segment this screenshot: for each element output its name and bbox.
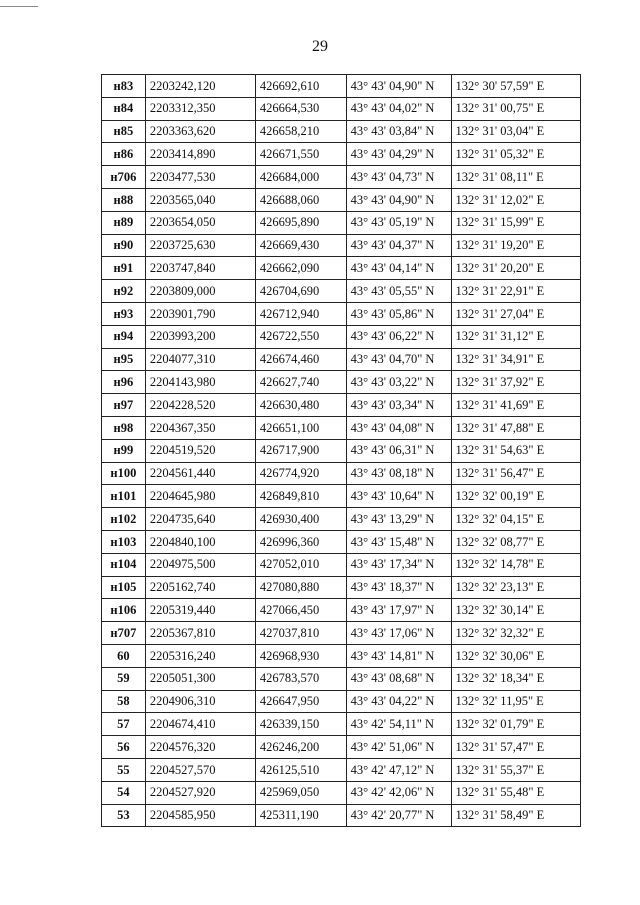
point-id-cell: н98 bbox=[102, 416, 146, 439]
y-coordinate-cell: 426704,690 bbox=[255, 280, 346, 303]
longitude-cell: 132° 32' 30,14" E bbox=[451, 599, 580, 622]
latitude-cell: 43° 43' 03,34" N bbox=[346, 394, 451, 417]
table-row bbox=[102, 599, 581, 622]
table-row bbox=[102, 758, 581, 781]
y-coordinate-cell: 426339,150 bbox=[255, 713, 346, 736]
y-coordinate-cell: 426658,210 bbox=[255, 120, 346, 143]
x-coordinate-cell: 2204645,980 bbox=[145, 485, 255, 508]
longitude-cell: 132° 31' 27,04" E bbox=[451, 302, 580, 325]
table-row bbox=[102, 439, 581, 462]
table-row bbox=[102, 416, 581, 439]
x-coordinate-cell: 2204519,520 bbox=[145, 439, 255, 462]
latitude-cell: 43° 43' 17,97" N bbox=[346, 599, 451, 622]
latitude-cell: 43° 43' 04,02" N bbox=[346, 97, 451, 120]
latitude-cell: 43° 43' 05,55" N bbox=[346, 280, 451, 303]
longitude-cell: 132° 31' 12,02" E bbox=[451, 188, 580, 211]
table-row bbox=[102, 120, 581, 143]
latitude-cell: 43° 42' 54,11" N bbox=[346, 713, 451, 736]
x-coordinate-cell: 2204975,500 bbox=[145, 553, 255, 576]
table-row bbox=[102, 667, 581, 690]
longitude-cell: 132° 32' 11,95" E bbox=[451, 690, 580, 713]
y-coordinate-cell: 426671,550 bbox=[255, 143, 346, 166]
table-row bbox=[102, 371, 581, 394]
longitude-cell: 132° 31' 19,20" E bbox=[451, 234, 580, 257]
longitude-cell: 132° 32' 01,79" E bbox=[451, 713, 580, 736]
x-coordinate-cell: 2203312,350 bbox=[145, 97, 255, 120]
longitude-cell: 132° 31' 47,88" E bbox=[451, 416, 580, 439]
x-coordinate-cell: 2205319,440 bbox=[145, 599, 255, 622]
x-coordinate-cell: 2204228,520 bbox=[145, 394, 255, 417]
table-row bbox=[102, 508, 581, 531]
longitude-cell: 132° 31' 58,49" E bbox=[451, 804, 580, 827]
y-coordinate-cell: 426774,920 bbox=[255, 462, 346, 485]
y-coordinate-cell: 425969,050 bbox=[255, 781, 346, 804]
table-row bbox=[102, 166, 581, 189]
table-row bbox=[102, 553, 581, 576]
y-coordinate-cell: 426688,060 bbox=[255, 188, 346, 211]
latitude-cell: 43° 43' 04,22" N bbox=[346, 690, 451, 713]
table-row bbox=[102, 97, 581, 120]
point-id-cell: н97 bbox=[102, 394, 146, 417]
latitude-cell: 43° 43' 03,22" N bbox=[346, 371, 451, 394]
point-id-cell: н101 bbox=[102, 485, 146, 508]
y-coordinate-cell: 426712,940 bbox=[255, 302, 346, 325]
point-id-cell: н91 bbox=[102, 257, 146, 280]
point-id-cell: н88 bbox=[102, 188, 146, 211]
longitude-cell: 132° 32' 08,77" E bbox=[451, 530, 580, 553]
x-coordinate-cell: 2204674,410 bbox=[145, 713, 255, 736]
table-row bbox=[102, 804, 581, 827]
y-coordinate-cell: 426674,460 bbox=[255, 348, 346, 371]
table-row bbox=[102, 485, 581, 508]
latitude-cell: 43° 42' 42,06" N bbox=[346, 781, 451, 804]
point-id-cell: н707 bbox=[102, 622, 146, 645]
x-coordinate-cell: 2203414,890 bbox=[145, 143, 255, 166]
longitude-cell: 132° 31' 15,99" E bbox=[451, 211, 580, 234]
longitude-cell: 132° 32' 00,19" E bbox=[451, 485, 580, 508]
y-coordinate-cell: 426684,000 bbox=[255, 166, 346, 189]
table-row bbox=[102, 690, 581, 713]
latitude-cell: 43° 43' 04,29" N bbox=[346, 143, 451, 166]
table-row bbox=[102, 75, 581, 98]
y-coordinate-cell: 425311,190 bbox=[255, 804, 346, 827]
x-coordinate-cell: 2204367,350 bbox=[145, 416, 255, 439]
x-coordinate-cell: 2203725,630 bbox=[145, 234, 255, 257]
longitude-cell: 132° 32' 23,13" E bbox=[451, 576, 580, 599]
point-id-cell: н94 bbox=[102, 325, 146, 348]
x-coordinate-cell: 2204840,100 bbox=[145, 530, 255, 553]
longitude-cell: 132° 32' 14,78" E bbox=[451, 553, 580, 576]
y-coordinate-cell: 426664,530 bbox=[255, 97, 346, 120]
longitude-cell: 132° 31' 55,37" E bbox=[451, 758, 580, 781]
table-row bbox=[102, 622, 581, 645]
table-row bbox=[102, 188, 581, 211]
table-row bbox=[102, 736, 581, 759]
point-id-cell: 53 bbox=[102, 804, 146, 827]
table-row bbox=[102, 280, 581, 303]
longitude-cell: 132° 31' 22,91" E bbox=[451, 280, 580, 303]
x-coordinate-cell: 2203993,200 bbox=[145, 325, 255, 348]
latitude-cell: 43° 43' 04,90" N bbox=[346, 75, 451, 98]
table-row bbox=[102, 713, 581, 736]
longitude-cell: 132° 31' 20,20" E bbox=[451, 257, 580, 280]
point-id-cell: н100 bbox=[102, 462, 146, 485]
latitude-cell: 43° 42' 51,06" N bbox=[346, 736, 451, 759]
point-id-cell: н86 bbox=[102, 143, 146, 166]
latitude-cell: 43° 43' 10,64" N bbox=[346, 485, 451, 508]
longitude-cell: 132° 31' 34,91" E bbox=[451, 348, 580, 371]
point-id-cell: н83 bbox=[102, 75, 146, 98]
point-id-cell: н84 bbox=[102, 97, 146, 120]
longitude-cell: 132° 31' 41,69" E bbox=[451, 394, 580, 417]
point-id-cell: н103 bbox=[102, 530, 146, 553]
y-coordinate-cell: 426717,900 bbox=[255, 439, 346, 462]
x-coordinate-cell: 2204735,640 bbox=[145, 508, 255, 531]
point-id-cell: н95 bbox=[102, 348, 146, 371]
latitude-cell: 43° 43' 13,29" N bbox=[346, 508, 451, 531]
y-coordinate-cell: 426968,930 bbox=[255, 644, 346, 667]
point-id-cell: 54 bbox=[102, 781, 146, 804]
point-id-cell: 59 bbox=[102, 667, 146, 690]
table-row bbox=[102, 781, 581, 804]
coordinates-table-body bbox=[102, 75, 581, 827]
latitude-cell: 43° 43' 08,68" N bbox=[346, 667, 451, 690]
x-coordinate-cell: 2204585,950 bbox=[145, 804, 255, 827]
y-coordinate-cell: 427080,880 bbox=[255, 576, 346, 599]
table-row bbox=[102, 211, 581, 234]
x-coordinate-cell: 2203654,050 bbox=[145, 211, 255, 234]
longitude-cell: 132° 31' 54,63" E bbox=[451, 439, 580, 462]
point-id-cell: н106 bbox=[102, 599, 146, 622]
x-coordinate-cell: 2204906,310 bbox=[145, 690, 255, 713]
x-coordinate-cell: 2203565,040 bbox=[145, 188, 255, 211]
latitude-cell: 43° 42' 20,77" N bbox=[346, 804, 451, 827]
corner-rule bbox=[0, 6, 38, 7]
latitude-cell: 43° 43' 04,90" N bbox=[346, 188, 451, 211]
latitude-cell: 43° 43' 04,08" N bbox=[346, 416, 451, 439]
point-id-cell: н104 bbox=[102, 553, 146, 576]
longitude-cell: 132° 32' 30,06" E bbox=[451, 644, 580, 667]
y-coordinate-cell: 426695,890 bbox=[255, 211, 346, 234]
x-coordinate-cell: 2204576,320 bbox=[145, 736, 255, 759]
y-coordinate-cell: 426996,360 bbox=[255, 530, 346, 553]
table-row bbox=[102, 325, 581, 348]
x-coordinate-cell: 2205051,300 bbox=[145, 667, 255, 690]
latitude-cell: 43° 43' 05,86" N bbox=[346, 302, 451, 325]
y-coordinate-cell: 426246,200 bbox=[255, 736, 346, 759]
y-coordinate-cell: 426651,100 bbox=[255, 416, 346, 439]
point-id-cell: н96 bbox=[102, 371, 146, 394]
latitude-cell: 43° 43' 03,84" N bbox=[346, 120, 451, 143]
x-coordinate-cell: 2203363,620 bbox=[145, 120, 255, 143]
longitude-cell: 132° 31' 57,47" E bbox=[451, 736, 580, 759]
x-coordinate-cell: 2203242,120 bbox=[145, 75, 255, 98]
table-row bbox=[102, 257, 581, 280]
longitude-cell: 132° 31' 55,48" E bbox=[451, 781, 580, 804]
y-coordinate-cell: 427052,010 bbox=[255, 553, 346, 576]
point-id-cell: 57 bbox=[102, 713, 146, 736]
longitude-cell: 132° 31' 56,47" E bbox=[451, 462, 580, 485]
x-coordinate-cell: 2203747,840 bbox=[145, 257, 255, 280]
point-id-cell: н706 bbox=[102, 166, 146, 189]
latitude-cell: 43° 43' 04,73" N bbox=[346, 166, 451, 189]
latitude-cell: 43° 42' 47,12" N bbox=[346, 758, 451, 781]
point-id-cell: н89 bbox=[102, 211, 146, 234]
x-coordinate-cell: 2204527,920 bbox=[145, 781, 255, 804]
latitude-cell: 43° 43' 06,31" N bbox=[346, 439, 451, 462]
x-coordinate-cell: 2203901,790 bbox=[145, 302, 255, 325]
y-coordinate-cell: 426669,430 bbox=[255, 234, 346, 257]
latitude-cell: 43° 43' 05,19" N bbox=[346, 211, 451, 234]
longitude-cell: 132° 32' 18,34" E bbox=[451, 667, 580, 690]
x-coordinate-cell: 2204143,980 bbox=[145, 371, 255, 394]
y-coordinate-cell: 426930,400 bbox=[255, 508, 346, 531]
longitude-cell: 132° 32' 32,32" E bbox=[451, 622, 580, 645]
y-coordinate-cell: 426630,480 bbox=[255, 394, 346, 417]
table-row bbox=[102, 644, 581, 667]
latitude-cell: 43° 43' 08,18" N bbox=[346, 462, 451, 485]
point-id-cell: н102 bbox=[102, 508, 146, 531]
point-id-cell: 60 bbox=[102, 644, 146, 667]
latitude-cell: 43° 43' 04,37" N bbox=[346, 234, 451, 257]
point-id-cell: 55 bbox=[102, 758, 146, 781]
y-coordinate-cell: 426662,090 bbox=[255, 257, 346, 280]
latitude-cell: 43° 43' 17,34" N bbox=[346, 553, 451, 576]
point-id-cell: н105 bbox=[102, 576, 146, 599]
x-coordinate-cell: 2205367,810 bbox=[145, 622, 255, 645]
y-coordinate-cell: 426849,810 bbox=[255, 485, 346, 508]
y-coordinate-cell: 427066,450 bbox=[255, 599, 346, 622]
x-coordinate-cell: 2204077,310 bbox=[145, 348, 255, 371]
longitude-cell: 132° 31' 00,75" E bbox=[451, 97, 580, 120]
longitude-cell: 132° 30' 57,59" E bbox=[451, 75, 580, 98]
point-id-cell: н92 bbox=[102, 280, 146, 303]
y-coordinate-cell: 427037,810 bbox=[255, 622, 346, 645]
table-row bbox=[102, 234, 581, 257]
x-coordinate-cell: 2203477,530 bbox=[145, 166, 255, 189]
point-id-cell: 58 bbox=[102, 690, 146, 713]
y-coordinate-cell: 426783,570 bbox=[255, 667, 346, 690]
y-coordinate-cell: 426627,740 bbox=[255, 371, 346, 394]
latitude-cell: 43° 43' 14,81" N bbox=[346, 644, 451, 667]
table-row bbox=[102, 394, 581, 417]
longitude-cell: 132° 31' 05,32" E bbox=[451, 143, 580, 166]
y-coordinate-cell: 426125,510 bbox=[255, 758, 346, 781]
y-coordinate-cell: 426722,550 bbox=[255, 325, 346, 348]
latitude-cell: 43° 43' 04,14" N bbox=[346, 257, 451, 280]
point-id-cell: н99 bbox=[102, 439, 146, 462]
latitude-cell: 43° 43' 04,70" N bbox=[346, 348, 451, 371]
longitude-cell: 132° 31' 31,12" E bbox=[451, 325, 580, 348]
longitude-cell: 132° 31' 37,92" E bbox=[451, 371, 580, 394]
longitude-cell: 132° 32' 04,15" E bbox=[451, 508, 580, 531]
table-row bbox=[102, 530, 581, 553]
latitude-cell: 43° 43' 06,22" N bbox=[346, 325, 451, 348]
x-coordinate-cell: 2205316,240 bbox=[145, 644, 255, 667]
table-row bbox=[102, 348, 581, 371]
x-coordinate-cell: 2204527,570 bbox=[145, 758, 255, 781]
table-row bbox=[102, 302, 581, 325]
table-row bbox=[102, 576, 581, 599]
x-coordinate-cell: 2203809,000 bbox=[145, 280, 255, 303]
y-coordinate-cell: 426647,950 bbox=[255, 690, 346, 713]
page-number: 29 bbox=[312, 38, 328, 55]
y-coordinate-cell: 426692,610 bbox=[255, 75, 346, 98]
latitude-cell: 43° 43' 18,37" N bbox=[346, 576, 451, 599]
latitude-cell: 43° 43' 17,06" N bbox=[346, 622, 451, 645]
point-id-cell: н93 bbox=[102, 302, 146, 325]
coordinates-table bbox=[101, 74, 581, 827]
table-row bbox=[102, 462, 581, 485]
point-id-cell: 56 bbox=[102, 736, 146, 759]
point-id-cell: н85 bbox=[102, 120, 146, 143]
point-id-cell: н90 bbox=[102, 234, 146, 257]
latitude-cell: 43° 43' 15,48" N bbox=[346, 530, 451, 553]
x-coordinate-cell: 2205162,740 bbox=[145, 576, 255, 599]
longitude-cell: 132° 31' 03,04" E bbox=[451, 120, 580, 143]
x-coordinate-cell: 2204561,440 bbox=[145, 462, 255, 485]
table-row bbox=[102, 143, 581, 166]
longitude-cell: 132° 31' 08,11" E bbox=[451, 166, 580, 189]
